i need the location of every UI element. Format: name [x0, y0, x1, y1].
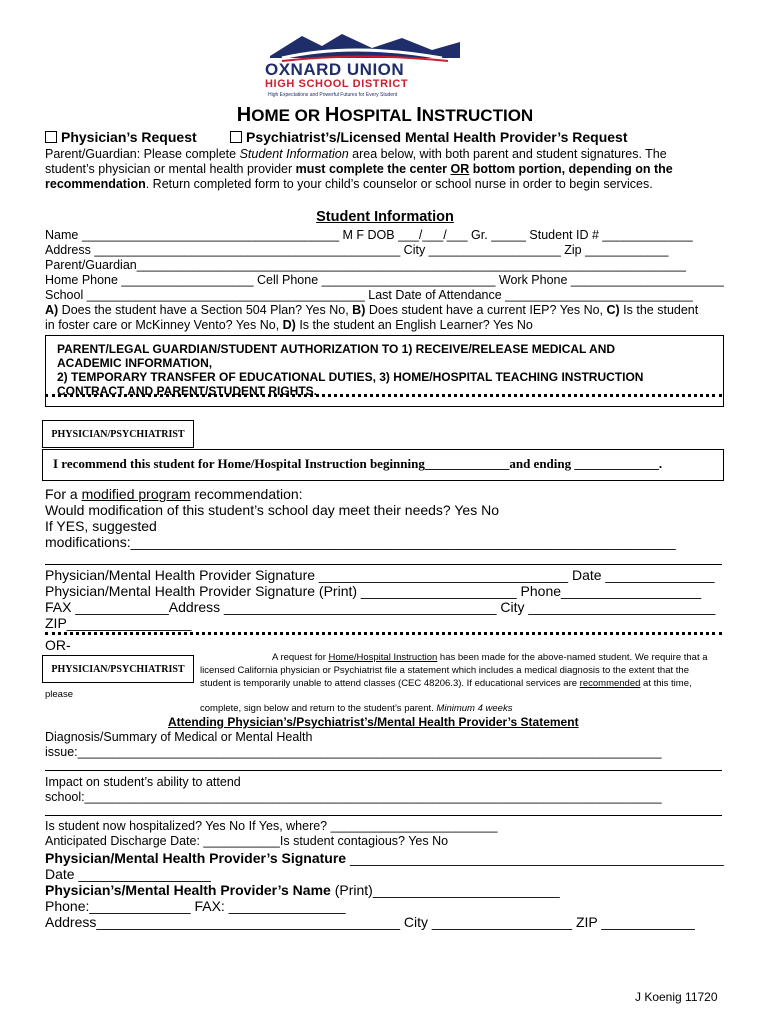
- request-text-line3: student is temporarily unable to attend classes (CEC 48206.3). If educational services are recommended at this time,: [200, 678, 692, 689]
- provider-signature-field[interactable]: Physician/Mental Health Provider Signature ________________________________ Date ______________: [45, 567, 715, 583]
- discharge-field[interactable]: Anticipated Discharge Date: ___________Is student contagious? Yes No: [45, 834, 449, 848]
- psychiatrist-request[interactable]: Psychiatrist’s/Licensed Mental Health Provider’s Request: [230, 129, 628, 145]
- blank-line: [45, 770, 722, 771]
- logo-tagline: High Expectations and Powerful Futures for Every Student: [268, 92, 398, 98]
- modified-program-label: For a modified program recommendation:: [45, 486, 303, 502]
- intro-line1: Parent/Guardian: Please complete Student Information area below, with both parent and student signatures. The: [45, 147, 667, 161]
- student-address-row[interactable]: Address ____________________________________________ City ___________________ Zip ____________: [45, 243, 669, 257]
- impact-label: Impact on student’s ability to attend: [45, 775, 241, 789]
- phone-fax-field[interactable]: Phone:_____________ FAX: _______________: [45, 898, 346, 914]
- blank-line: [45, 815, 722, 816]
- diagnosis-field[interactable]: issue:____________________________________________________________________________________: [45, 745, 662, 759]
- complete-instructions: complete, sign below and return to the student’s parent. Minimum 4 weeks: [200, 703, 513, 714]
- fax-address-field[interactable]: FAX ____________Address ___________________________________ City ________________________: [45, 599, 716, 615]
- blank-line: [45, 564, 722, 565]
- phone-row[interactable]: Home Phone ___________________ Cell Phone _________________________ Work Phone ______________________: [45, 273, 724, 287]
- recommendation-statement[interactable]: I recommend this student for Home/Hospital Instruction beginning_____________and ending _____________.: [53, 456, 663, 471]
- logo-line1: OXNARD UNION: [265, 60, 405, 79]
- authorization-text: PARENT/LEGAL GUARDIAN/STUDENT AUTHORIZATION TO 1) RECEIVE/RELEASE MEDICAL AND ACADEMIC INFORMATION, 2) TEMPORARY TRANSFER OF EDUCATIONAL DUTIES, 3) HOME/HOSPITAL TEACHING INSTRUCTION CONTRACT AND PARENT/STUDENT RIGHTS.: [57, 342, 644, 398]
- modifications-field[interactable]: modifications:______________________________________________________________________: [45, 534, 676, 550]
- request-text-line1: A request for Home/Hospital Instruction has been made for the above-named student. We require that a: [272, 652, 708, 663]
- if-yes-label: If YES, suggested: [45, 518, 157, 534]
- impact-field[interactable]: school:___________________________________________________________________________________: [45, 790, 662, 804]
- date-field[interactable]: Date _________________: [45, 866, 211, 882]
- diagnosis-label: Diagnosis/Summary of Medical or Mental Health: [45, 730, 313, 744]
- checkbox-icon[interactable]: [45, 131, 57, 143]
- parent-guardian-row[interactable]: Parent/Guardian_______________________________________________________________________________: [45, 258, 686, 272]
- intro-line2: student’s physician or mental health provider must complete the center OR bottom portion, depending on the: [45, 162, 673, 176]
- student-info-header: Student Information: [316, 209, 454, 225]
- please-label: please: [45, 689, 73, 700]
- zip-field[interactable]: ZIP________________: [45, 615, 192, 631]
- physician-request[interactable]: Physician’s Request: [45, 129, 197, 145]
- modification-question[interactable]: Would modification of this student’s school day meet their needs? Yes No: [45, 502, 499, 518]
- school-row[interactable]: School ________________________________________ Last Date of Attendance ___________________________: [45, 288, 693, 302]
- provider-signature-line[interactable]: Physician/Mental Health Provider’s Signature ________________________________________________: [45, 850, 724, 866]
- section-divider: [45, 632, 722, 635]
- student-name-row[interactable]: Name _____________________________________ M F DOB ___/___/___ Gr. _____ Student ID # _____________: [45, 228, 693, 242]
- section-divider: [45, 394, 722, 397]
- psychiatrist-tab: PHYSICIAN/PSYCHIATRIST: [42, 655, 194, 683]
- footer-code: J Koenig 11720: [635, 990, 718, 1004]
- checkbox-icon[interactable]: [230, 131, 242, 143]
- hospitalized-field[interactable]: Is student now hospitalized? Yes No If Yes, where? ________________________: [45, 819, 498, 833]
- student-questions-line2: in foster care or McKinney Vento? Yes No, D) Is the student an English Learner? Yes No: [45, 318, 533, 332]
- provider-name-field[interactable]: Physician’s/Mental Health Provider’s Name (Print)________________________: [45, 882, 560, 898]
- or-label: OR-: [45, 637, 71, 653]
- intro-line3: recommendation. Return completed form to your child’s counselor or school nurse in order to begin services.: [45, 177, 653, 191]
- statement-header: Attending Physician’s/Psychiatrist’s/Mental Health Provider’s Statement: [168, 715, 579, 729]
- request-text-line2: licensed California physician or Psychiatrist file a statement which includes a medical diagnosis to the extent that the: [200, 665, 689, 676]
- district-logo: [262, 28, 468, 100]
- address-field[interactable]: Address_______________________________________ City __________________ ZIP ____________: [45, 914, 695, 930]
- logo-line2: HIGH SCHOOL DISTRICT: [265, 78, 409, 90]
- provider-print-field[interactable]: Physician/Mental Health Provider Signature (Print) ____________________ Phone__________________: [45, 583, 702, 599]
- page-title: HOME OR HOSPITAL INSTRUCTION: [236, 104, 534, 126]
- physician-tab: PHYSICIAN/PSYCHIATRIST: [42, 420, 194, 448]
- student-questions-line1: A) Does the student have a Section 504 Plan? Yes No, B) Does student have a current IEP? Yes No, C) Is the student: [45, 303, 699, 317]
